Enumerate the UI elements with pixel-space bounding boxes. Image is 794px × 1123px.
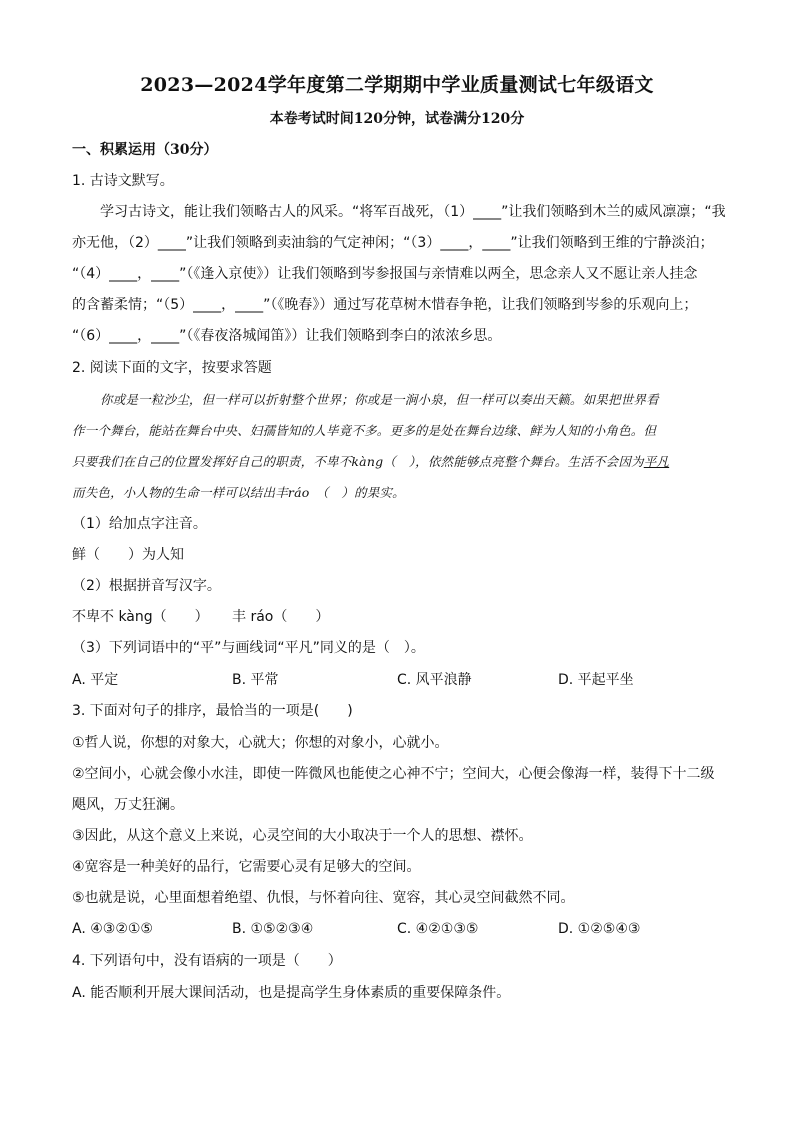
sentence-line: 飓风，万丈狂澜。 — [72, 797, 184, 813]
sub-question-label: （2）根据拼音写汉字。 — [72, 578, 221, 594]
option-a: A. 平定 — [72, 672, 119, 688]
option-b: B. 平常 — [232, 672, 279, 688]
option-a: A. 能否顺利开展大课间活动，也是提高学生身体素质的重要保障条件。 — [72, 985, 511, 1001]
sentence-line: ⑤也就是说，心里面想着绝望、仇恨，与怀着向往、宽容，其心灵空间截然不同。 — [72, 890, 575, 906]
question-1-line: 学习古诗文，能让我们领略古人的风采。“将军百战死，（1）____”让我们领略到木兰的威风凛凛；“我 — [100, 204, 726, 220]
question-1-line: “（4）____，____”（《逢入京使》）让我们领略到岑参报国与亲情难以两全，思念亲人又不愿让亲人挂念 — [72, 266, 698, 282]
sentence-line: ③因此，从这个意义上来说，心灵空间的大小取决于一个人的思想、襟怀。 — [72, 828, 533, 844]
sub-question-item: 丰 ráo（ ） — [232, 609, 330, 625]
sentence-line: ④宽容是一种美好的品行，它需要心灵有足够大的空间。 — [72, 859, 421, 875]
sentence-line: ①哲人说，你想的对象大，心就大；你想的对象小，心就小。 — [72, 735, 449, 751]
option-d: D. ①②⑤④③ — [558, 921, 641, 937]
question-1-line: “（6）____，____”（《春夜洛城闻笛》）让我们领略到李白的浓浓乡思。 — [72, 328, 502, 344]
question-1-line: 的含蓄柔情；“（5）____，____”（《晚春》）通过写花草树木惜春争艳，让我们领略到岑参的乐观向上； — [72, 297, 698, 313]
passage-line: 而失色，小人物的生命一样可以结出丰ráo （ ）的果实。 — [72, 485, 405, 500]
question-4-label: 4. 下列语句中，没有语病的一项是（ ） — [72, 953, 342, 969]
question-3-label: 3. 下面对句子的排序，最恰当的一项是( ) — [72, 703, 353, 719]
sentence-line: ②空间小，心就会像小水洼，即使一阵微风也能使之心神不宁；空间大，心便会像海一样，装得下十二级 — [72, 766, 715, 782]
page-title: 2023—2024学年度第二学期期中学业质量测试七年级语文 — [140, 74, 654, 96]
passage-line — [72, 452, 669, 472]
passage-text: 只要我们在自己的位置发挥好自己的职责，不卑不kàng（ ），依然能够点亮整个舞台。生活不会因为 — [72, 454, 644, 469]
option-c: C. 风平浪静 — [397, 672, 472, 688]
passage-line: 作一个舞台，能站在舞台中央、妇孺皆知的人毕竟不多。更多的是处在舞台边缘、鲜为人知的小角色。但 — [72, 423, 657, 438]
option-a: A. ④③②①⑤ — [72, 921, 153, 937]
section-heading: 一、积累运用（30分） — [72, 142, 218, 158]
question-1-line: 亦无他，（2）____”让我们领略到卖油翁的气定神闲；“（3）____，____”让我们领略到王维的宁静淡泊； — [72, 235, 714, 251]
question-1-label: 1. 古诗文默写。 — [72, 173, 174, 189]
option-c: C. ④②①③⑤ — [397, 921, 479, 937]
passage-line: 你或是一粒沙尘，但一样可以折射整个世界；你或是一涧小泉，但一样可以奏出天籁。如果把世界看 — [100, 392, 659, 407]
question-2-label: 2. 阅读下面的文字，按要求答题 — [72, 360, 272, 376]
sub-question-label: （1）给加点字注音。 — [72, 516, 207, 532]
option-b: B. ①⑤②③④ — [232, 921, 314, 937]
sub-question-label: （3）下列词语中的“平”与画线词“平凡”同义的是（ ）。 — [72, 640, 425, 656]
page-subtitle: 本卷考试时间120分钟，试卷满分120分 — [269, 111, 525, 127]
underlined-word: 平凡 — [643, 454, 670, 469]
sub-question-item: 不卑不 kàng（ ） — [72, 609, 209, 625]
option-d: D. 平起平坐 — [558, 672, 634, 688]
sub-question-item: 鲜（ ）为人知 — [72, 547, 184, 563]
